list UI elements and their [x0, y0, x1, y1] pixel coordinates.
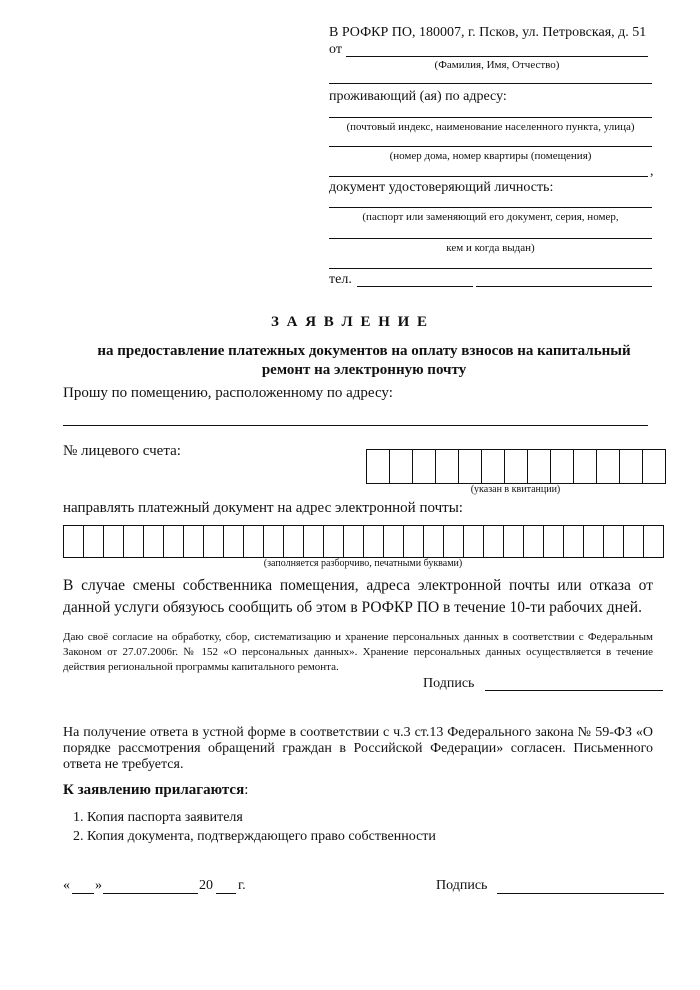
email-char-cell[interactable] — [524, 526, 544, 557]
date-month-field[interactable] — [103, 893, 198, 894]
id-doc-field-3[interactable] — [329, 268, 652, 269]
addressee: В РОФКР ПО, 180007, г. Псков, ул. Петровская, д. 51 — [329, 25, 647, 40]
page-title: З А Я В Л Е Н И Е — [270, 314, 430, 330]
id-doc-field[interactable] — [329, 207, 652, 208]
email-caption: (заполняется разборчиво, печатными буквами) — [263, 558, 463, 569]
account-digit-cell[interactable] — [574, 450, 597, 483]
email-char-cell[interactable] — [484, 526, 504, 557]
footer-signature-label: Подпись — [436, 878, 488, 893]
email-char-cell[interactable] — [124, 526, 144, 557]
signature-field[interactable] — [485, 690, 663, 691]
account-number-grid[interactable] — [366, 449, 666, 484]
address-field-2[interactable] — [329, 176, 648, 177]
account-digit-cell[interactable] — [620, 450, 643, 483]
email-char-cell[interactable] — [204, 526, 224, 557]
account-caption: (указан в квитанции) — [470, 484, 561, 495]
account-digit-cell[interactable] — [528, 450, 551, 483]
caption-issued: кем и когда выдан) — [446, 242, 535, 254]
email-char-cell[interactable] — [384, 526, 404, 557]
account-label: № лицевого счета: — [63, 443, 181, 459]
email-char-cell[interactable] — [344, 526, 364, 557]
id-doc-label: документ удостоверяющий личность: — [329, 180, 554, 195]
phone-field-1[interactable] — [357, 286, 473, 287]
caption-house: (номер дома, номер квартиры (помещения) — [389, 150, 592, 162]
email-char-cell[interactable] — [284, 526, 304, 557]
email-char-cell[interactable] — [584, 526, 604, 557]
oral-answer-text: На получение ответа в устной форме в соответствии с ч.3 ст.13 Федерального закона № 59-ФЗ «О порядке рассмотрения обращений граждан в Российской Федерации» согласен. Письменного ответа не требуется. — [63, 725, 653, 772]
from-label: от — [329, 42, 342, 57]
email-char-cell[interactable] — [184, 526, 204, 557]
caption-name: (Фамилия, Имя, Отчество) — [434, 59, 560, 71]
email-char-cell[interactable] — [644, 526, 664, 557]
premises-address-field[interactable] — [63, 425, 648, 426]
account-digit-cell[interactable] — [436, 450, 459, 483]
email-char-cell[interactable] — [324, 526, 344, 557]
email-char-cell[interactable] — [564, 526, 584, 557]
email-char-cell[interactable] — [464, 526, 484, 557]
date-close-quote: » — [95, 878, 102, 893]
attachments-heading-text: К заявлению прилагаются — [63, 782, 245, 798]
email-char-cell[interactable] — [84, 526, 104, 557]
obligation-text: В случае смены собственника помещения, адреса электронной почты или отказа от данной услуги обязуюсь сообщить об этом в РОФКР ПО в течение 10-ти рабочих дней. — [63, 577, 653, 616]
account-digit-cell[interactable] — [505, 450, 528, 483]
email-char-cell[interactable] — [504, 526, 524, 557]
attachments-heading — [63, 782, 248, 799]
consent-text: Даю своё согласие на обработку, сбор, систематизацию и хранение персональных данных в соответствии с Федеральным Законом от 27.07.2006г. № 152 «О персональных данных». Хранение персональных данных осуществляется в течение действия региональной программы капитального ремонта. — [63, 631, 653, 673]
email-char-cell[interactable] — [64, 526, 84, 557]
email-char-cell[interactable] — [244, 526, 264, 557]
phone-field-2[interactable] — [476, 286, 652, 287]
account-digit-cell[interactable] — [390, 450, 413, 483]
caption-address: (почтовый индекс, наименование населенного пункта, улица) — [346, 121, 635, 133]
address-field[interactable] — [329, 117, 652, 118]
email-char-cell[interactable] — [424, 526, 444, 557]
email-char-cell[interactable] — [604, 526, 624, 557]
email-char-cell[interactable] — [404, 526, 424, 557]
date-year-suffix: г. — [238, 878, 246, 893]
attachment-item-2: 2. Копия документа, подтверждающего право собственности — [73, 829, 436, 844]
account-digit-cell[interactable] — [643, 450, 666, 483]
email-label: направлять платежный документ на адрес электронной почты: — [63, 500, 463, 516]
attachments-colon: : — [244, 782, 249, 798]
date-day-field[interactable] — [72, 893, 94, 894]
email-char-cell[interactable] — [544, 526, 564, 557]
date-open-quote: « — [63, 878, 70, 893]
house-field[interactable] — [329, 146, 652, 147]
account-digit-cell[interactable] — [413, 450, 436, 483]
phone-label: тел. — [329, 272, 352, 287]
name-field-2[interactable] — [329, 83, 652, 84]
subtitle-line-2: ремонт на электронную почту — [261, 362, 467, 378]
id-doc-field-2[interactable] — [329, 238, 652, 239]
residing-label: проживающий (ая) по адресу: — [329, 89, 507, 104]
signature-label: Подпись — [423, 676, 475, 691]
email-char-cell[interactable] — [224, 526, 244, 557]
comma: , — [650, 164, 654, 179]
account-digit-cell[interactable] — [367, 450, 390, 483]
email-char-cell[interactable] — [144, 526, 164, 557]
account-digit-cell[interactable] — [459, 450, 482, 483]
footer-signature-field[interactable] — [497, 893, 664, 894]
email-char-cell[interactable] — [304, 526, 324, 557]
account-digit-cell[interactable] — [597, 450, 620, 483]
subtitle-line-1: на предоставление платежных документов на оплату взносов на капитальный — [97, 343, 631, 359]
premises-label: Прошу по помещению, расположенному по адресу: — [63, 385, 393, 401]
email-char-cell[interactable] — [364, 526, 384, 557]
date-year-field[interactable] — [216, 893, 236, 894]
email-char-cell[interactable] — [164, 526, 184, 557]
attachment-item-1: 1. Копия паспорта заявителя — [73, 810, 243, 825]
email-char-cell[interactable] — [624, 526, 644, 557]
account-digit-cell[interactable] — [551, 450, 574, 483]
account-digit-cell[interactable] — [482, 450, 505, 483]
email-char-cell[interactable] — [104, 526, 124, 557]
email-char-cell[interactable] — [264, 526, 284, 557]
email-char-cell[interactable] — [444, 526, 464, 557]
email-grid[interactable] — [63, 525, 664, 558]
from-name-field[interactable] — [346, 56, 648, 57]
date-year-prefix: 20 — [199, 878, 213, 893]
caption-passport: (паспорт или заменяющий его документ, серия, номер, — [362, 211, 619, 223]
